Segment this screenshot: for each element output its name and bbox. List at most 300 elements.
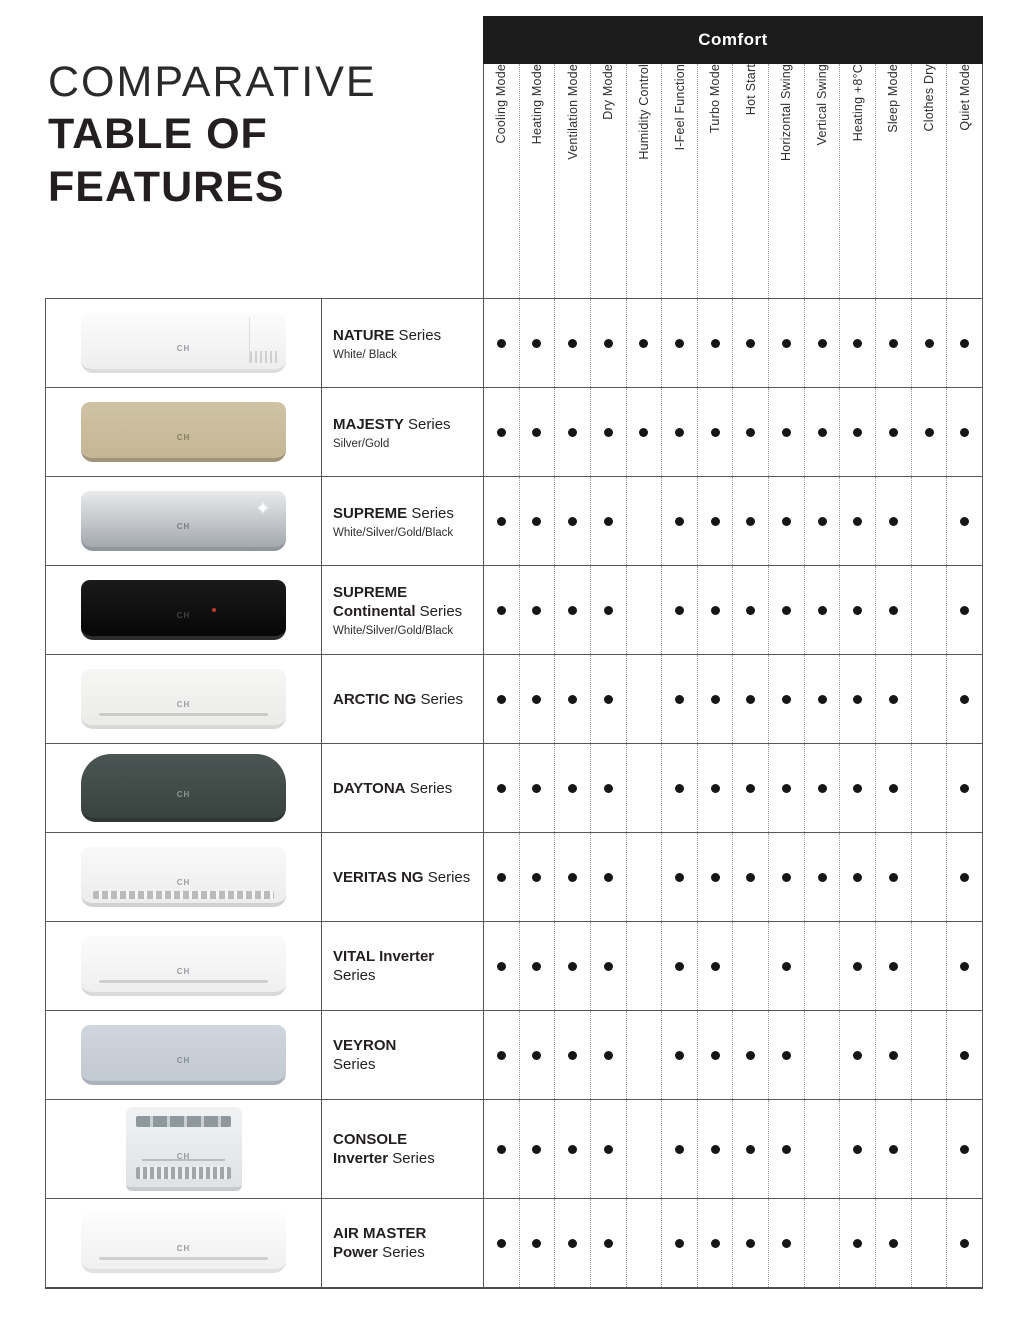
- feature-dot: [568, 695, 577, 704]
- feature-cell-sleep-mode: [875, 655, 911, 743]
- feature-cell-ventilation-mode: [554, 922, 590, 1010]
- brand-logo: CH: [176, 1056, 191, 1066]
- feature-dot: [889, 1145, 898, 1154]
- feature-cells: [483, 922, 983, 1010]
- feature-dot: [532, 428, 541, 437]
- feature-cell-clothes-dry: [911, 1199, 947, 1287]
- table-row-air-master: [46, 1198, 983, 1287]
- feature-cell-i-feel-function: [661, 1199, 697, 1287]
- feature-cell-vertical-swing: [804, 655, 840, 743]
- feature-dot: [782, 517, 791, 526]
- feature-dot: [497, 428, 506, 437]
- feature-dot: [532, 1239, 541, 1248]
- feature-cell-quiet-mode: [946, 922, 982, 1010]
- feature-cell-clothes-dry: [911, 744, 947, 832]
- feature-cell-humidity-control: [626, 1100, 662, 1198]
- feature-cell-cooling-mode: [484, 299, 519, 387]
- product-name-cell: [321, 1011, 483, 1099]
- feature-cell-dry-mode: [590, 566, 626, 654]
- air-vent-slot: [99, 980, 267, 983]
- product-image-cell: [46, 922, 321, 1010]
- feature-dot: [818, 873, 827, 882]
- feature-cell-sleep-mode: [875, 1011, 911, 1099]
- column-header-heating-mode: [519, 64, 555, 298]
- feature-cell-humidity-control: [626, 477, 662, 565]
- feature-dot: [532, 784, 541, 793]
- feature-cell-hot-start: [732, 1100, 768, 1198]
- feature-cell-ventilation-mode: [554, 833, 590, 921]
- feature-dot: [497, 1145, 506, 1154]
- feature-cell-hot-start: [732, 744, 768, 832]
- feature-cell-i-feel-function: [661, 299, 697, 387]
- feature-dot: [497, 695, 506, 704]
- feature-cell-heating-8-c: [839, 744, 875, 832]
- product-image-cell: [46, 1199, 321, 1287]
- brand-logo: CH: [176, 1151, 191, 1161]
- air-conditioner-unit-image: [81, 580, 286, 640]
- feature-dot: [604, 606, 613, 615]
- feature-dot: [889, 873, 898, 882]
- feature-dot: [960, 428, 969, 437]
- air-vent-slot: [99, 713, 267, 716]
- feature-dot: [711, 517, 720, 526]
- feature-dot: [782, 606, 791, 615]
- feature-cell-humidity-control: [626, 1011, 662, 1099]
- air-conditioner-unit-image: [81, 754, 286, 822]
- indicator-dot: [212, 608, 216, 612]
- feature-dot: [818, 606, 827, 615]
- feature-cell-clothes-dry: [911, 477, 947, 565]
- feature-cell-ventilation-mode: [554, 655, 590, 743]
- feature-dot: [568, 1145, 577, 1154]
- air-conditioner-unit-image: [81, 669, 286, 729]
- feature-cell-horizontal-swing: [768, 566, 804, 654]
- feature-cell-hot-start: [732, 566, 768, 654]
- feature-dot: [889, 1051, 898, 1060]
- feature-dot: [925, 339, 934, 348]
- table-row-supreme: [46, 476, 983, 565]
- feature-cells: [483, 388, 983, 476]
- feature-dot: [497, 962, 506, 971]
- feature-cell-humidity-control: [626, 922, 662, 1010]
- feature-cell-turbo-mode: [697, 833, 733, 921]
- product-name-line1: VERITAS NG Series: [333, 868, 471, 886]
- feature-dot: [889, 606, 898, 615]
- product-name-line1: SUPREME Series: [333, 504, 454, 522]
- table-row-arctic-ng: [46, 654, 983, 743]
- feature-cell-sleep-mode: [875, 1199, 911, 1287]
- brand-logo: CH: [176, 611, 191, 621]
- feature-cell-clothes-dry: [911, 566, 947, 654]
- product-color-variants: Silver/Gold: [333, 437, 390, 450]
- feature-dot: [853, 1145, 862, 1154]
- feature-cell-cooling-mode: [484, 1011, 519, 1099]
- product-name-line1: VITAL Inverter: [333, 948, 435, 965]
- feature-dot: [568, 962, 577, 971]
- feature-dot: [960, 695, 969, 704]
- feature-cell-heating-8-c: [839, 1100, 875, 1198]
- air-conditioner-unit-image: [81, 1025, 286, 1085]
- feature-cell-horizontal-swing: [768, 655, 804, 743]
- feature-cell-humidity-control: [626, 1199, 662, 1287]
- comfort-group-header: Comfort: [483, 16, 983, 64]
- air-conditioner-unit-image: [81, 1213, 286, 1273]
- feature-dot: [604, 784, 613, 793]
- feature-cell-cooling-mode: [484, 922, 519, 1010]
- brand-logo: CH: [176, 433, 191, 443]
- feature-cell-hot-start: [732, 655, 768, 743]
- product-name-line1: CONSOLE: [333, 1131, 408, 1148]
- feature-dot: [853, 428, 862, 437]
- column-header-cooling-mode: [484, 64, 519, 298]
- column-header-label: Dry Mode: [601, 64, 616, 120]
- column-header-label: Clothes Dry: [922, 64, 936, 132]
- feature-dot: [853, 339, 862, 348]
- feature-cell-horizontal-swing: [768, 388, 804, 476]
- feature-dot: [960, 1051, 969, 1060]
- feature-dot: [604, 428, 613, 437]
- feature-cell-turbo-mode: [697, 1199, 733, 1287]
- feature-cell-clothes-dry: [911, 833, 947, 921]
- feature-cells: [483, 1011, 983, 1099]
- air-conditioner-unit-image: [126, 1107, 242, 1191]
- feature-cell-hot-start: [732, 1011, 768, 1099]
- feature-dot: [711, 339, 720, 348]
- feature-cell-ventilation-mode: [554, 477, 590, 565]
- feature-dot: [889, 339, 898, 348]
- feature-cell-vertical-swing: [804, 833, 840, 921]
- feature-dot: [675, 517, 684, 526]
- feature-dot: [604, 517, 613, 526]
- feature-cells: [483, 1100, 983, 1198]
- brand-logo: CH: [176, 878, 191, 888]
- product-color-variants: White/ Black: [333, 348, 397, 361]
- feature-dot: [960, 873, 969, 882]
- feature-cells: [483, 299, 983, 387]
- feature-cell-horizontal-swing: [768, 922, 804, 1010]
- column-header-label: Quiet Mode: [957, 64, 972, 131]
- feature-dot: [960, 1239, 969, 1248]
- console-slot: [142, 1159, 226, 1161]
- column-header-horizontal-swing: [768, 64, 804, 298]
- feature-dot: [568, 339, 577, 348]
- feature-cell-heating-8-c: [839, 388, 875, 476]
- feature-dot: [675, 606, 684, 615]
- feature-dot: [782, 873, 791, 882]
- feature-dot: [782, 1051, 791, 1060]
- feature-cell-heating-mode: [519, 477, 555, 565]
- feature-dot: [746, 873, 755, 882]
- feature-cell-heating-8-c: [839, 299, 875, 387]
- feature-dot: [675, 339, 684, 348]
- feature-cell-i-feel-function: [661, 833, 697, 921]
- column-header-vertical-swing: [804, 64, 840, 298]
- feature-cell-ventilation-mode: [554, 744, 590, 832]
- product-image-cell: [46, 744, 321, 832]
- feature-cell-horizontal-swing: [768, 299, 804, 387]
- feature-dot: [889, 784, 898, 793]
- feature-dot: [746, 428, 755, 437]
- feature-dot: [711, 1145, 720, 1154]
- product-name-line2: Power Series: [333, 1244, 425, 1261]
- brand-logo: CH: [176, 1244, 191, 1254]
- feature-dot: [675, 1051, 684, 1060]
- column-header-label: Heating Mode: [529, 64, 544, 145]
- feature-cell-heating-mode: [519, 566, 555, 654]
- product-name-cell: [321, 655, 483, 743]
- feature-cell-dry-mode: [590, 1199, 626, 1287]
- feature-cell-humidity-control: [626, 833, 662, 921]
- feature-dot: [818, 784, 827, 793]
- feature-cell-cooling-mode: [484, 477, 519, 565]
- feature-cell-vertical-swing: [804, 1011, 840, 1099]
- table-body: [45, 298, 983, 1289]
- product-name-cell: [321, 1199, 483, 1287]
- feature-cell-dry-mode: [590, 1011, 626, 1099]
- feature-dot: [853, 606, 862, 615]
- feature-cell-clothes-dry: [911, 922, 947, 1010]
- column-header-label: I-Feel Function: [672, 64, 687, 151]
- feature-cell-turbo-mode: [697, 388, 733, 476]
- feature-dot: [532, 873, 541, 882]
- page-title-line2: TABLE OF: [48, 110, 268, 158]
- feature-dot: [889, 1239, 898, 1248]
- feature-cell-heating-mode: [519, 388, 555, 476]
- column-header-label: Horizontal Swing: [779, 64, 794, 161]
- feature-dot: [746, 1145, 755, 1154]
- feature-dot: [711, 695, 720, 704]
- feature-dot: [818, 428, 827, 437]
- column-header-label: Hot Start: [743, 64, 758, 116]
- feature-dot: [604, 1145, 613, 1154]
- feature-dot: [497, 1051, 506, 1060]
- feature-cell-heating-mode: [519, 1011, 555, 1099]
- feature-cell-i-feel-function: [661, 1100, 697, 1198]
- feature-dot: [782, 339, 791, 348]
- feature-cell-dry-mode: [590, 477, 626, 565]
- feature-cell-heating-8-c: [839, 566, 875, 654]
- feature-cells: [483, 655, 983, 743]
- product-name-line1: AIR MASTER: [333, 1225, 427, 1242]
- side-grille: [250, 351, 280, 363]
- feature-cell-dry-mode: [590, 1100, 626, 1198]
- feature-cell-heating-mode: [519, 744, 555, 832]
- air-conditioner-unit-image: [81, 847, 286, 907]
- brand-logo: CH: [176, 344, 191, 354]
- feature-dot: [568, 606, 577, 615]
- feature-cell-vertical-swing: [804, 477, 840, 565]
- feature-dot: [782, 1145, 791, 1154]
- feature-cell-i-feel-function: [661, 655, 697, 743]
- feature-cell-vertical-swing: [804, 1100, 840, 1198]
- sparkle-icon: ✦: [255, 499, 270, 518]
- feature-dot: [675, 1145, 684, 1154]
- feature-dot: [675, 1239, 684, 1248]
- feature-cell-dry-mode: [590, 655, 626, 743]
- feature-cell-sleep-mode: [875, 1100, 911, 1198]
- feature-cell-i-feel-function: [661, 477, 697, 565]
- feature-dot: [711, 1239, 720, 1248]
- feature-dot: [960, 1145, 969, 1154]
- feature-cell-turbo-mode: [697, 1100, 733, 1198]
- bottom-grille: [93, 891, 273, 899]
- feature-dot: [746, 517, 755, 526]
- feature-cells: [483, 477, 983, 565]
- feature-cells: [483, 1199, 983, 1287]
- product-name-line1: ARCTIC NG Series: [333, 690, 464, 708]
- feature-cell-horizontal-swing: [768, 1011, 804, 1099]
- feature-dot: [711, 962, 720, 971]
- table-row-console: [46, 1099, 983, 1198]
- product-image-cell: [46, 566, 321, 654]
- feature-dot: [960, 517, 969, 526]
- feature-cell-heating-8-c: [839, 1011, 875, 1099]
- feature-cell-turbo-mode: [697, 477, 733, 565]
- feature-dot: [746, 784, 755, 793]
- column-header-label: Heating +8°C: [850, 64, 865, 142]
- feature-cell-dry-mode: [590, 744, 626, 832]
- feature-dot: [853, 695, 862, 704]
- feature-cell-vertical-swing: [804, 744, 840, 832]
- feature-dot: [818, 339, 827, 348]
- feature-cell-heating-8-c: [839, 477, 875, 565]
- product-image-cell: [46, 1100, 321, 1198]
- feature-cell-horizontal-swing: [768, 1100, 804, 1198]
- feature-cells: [483, 566, 983, 654]
- feature-dot: [497, 606, 506, 615]
- feature-dot: [568, 873, 577, 882]
- table-row-vital-inverter: [46, 921, 983, 1010]
- feature-cell-quiet-mode: [946, 1199, 982, 1287]
- feature-dot: [782, 962, 791, 971]
- feature-dot: [960, 784, 969, 793]
- feature-cell-i-feel-function: [661, 566, 697, 654]
- column-headers-row: [45, 64, 983, 298]
- feature-cell-cooling-mode: [484, 566, 519, 654]
- brand-logo: CH: [176, 522, 191, 532]
- air-conditioner-unit-image: [81, 313, 286, 373]
- console-vent: [136, 1116, 231, 1127]
- feature-cell-cooling-mode: [484, 388, 519, 476]
- feature-dot: [782, 695, 791, 704]
- feature-cell-dry-mode: [590, 299, 626, 387]
- feature-dot: [711, 873, 720, 882]
- table-row-majesty: [46, 387, 983, 476]
- feature-dot: [604, 873, 613, 882]
- feature-cell-ventilation-mode: [554, 1100, 590, 1198]
- feature-cell-clothes-dry: [911, 1100, 947, 1198]
- feature-cell-heating-mode: [519, 299, 555, 387]
- product-color-variants: White/Silver/Gold/Black: [333, 526, 454, 539]
- feature-cell-turbo-mode: [697, 566, 733, 654]
- column-headers-spacer: [45, 64, 483, 298]
- table-row-nature: [46, 298, 983, 387]
- product-image-cell: [46, 1011, 321, 1099]
- feature-cell-humidity-control: [626, 744, 662, 832]
- feature-dot: [853, 1051, 862, 1060]
- column-header-sleep-mode: [875, 64, 911, 298]
- air-conditioner-unit-image: [81, 936, 286, 996]
- feature-dot: [497, 784, 506, 793]
- feature-cell-quiet-mode: [946, 388, 982, 476]
- column-header-hot-start: [732, 64, 768, 298]
- feature-dot: [675, 873, 684, 882]
- feature-cell-i-feel-function: [661, 744, 697, 832]
- feature-dot: [532, 695, 541, 704]
- feature-cell-vertical-swing: [804, 1199, 840, 1287]
- product-name-cell: [321, 388, 483, 476]
- feature-dot: [925, 428, 934, 437]
- header-spacer: [45, 16, 483, 64]
- feature-dot: [889, 428, 898, 437]
- feature-cell-vertical-swing: [804, 388, 840, 476]
- column-header-label: Ventilation Mode: [565, 64, 580, 160]
- feature-cell-quiet-mode: [946, 566, 982, 654]
- feature-cell-quiet-mode: [946, 744, 982, 832]
- feature-dot: [497, 517, 506, 526]
- feature-cells: [483, 744, 983, 832]
- feature-dot: [889, 962, 898, 971]
- feature-cell-ventilation-mode: [554, 566, 590, 654]
- feature-dot: [604, 339, 613, 348]
- brand-logo: CH: [176, 789, 191, 799]
- feature-dot: [960, 339, 969, 348]
- feature-cell-humidity-control: [626, 566, 662, 654]
- feature-cell-heating-mode: [519, 922, 555, 1010]
- feature-cell-heating-mode: [519, 1199, 555, 1287]
- feature-dot: [675, 695, 684, 704]
- feature-cell-sleep-mode: [875, 566, 911, 654]
- product-color-variants: White/Silver/Gold/Black: [333, 625, 454, 637]
- feature-cells: [483, 833, 983, 921]
- column-header-humidity-control: [626, 64, 662, 298]
- feature-cell-ventilation-mode: [554, 299, 590, 387]
- product-name-cell: [321, 477, 483, 565]
- column-header-turbo-mode: [697, 64, 733, 298]
- feature-cell-heating-mode: [519, 1100, 555, 1198]
- feature-dot: [746, 339, 755, 348]
- feature-dot: [568, 428, 577, 437]
- feature-dot: [497, 873, 506, 882]
- feature-cell-sleep-mode: [875, 388, 911, 476]
- feature-dot: [604, 1051, 613, 1060]
- feature-cell-clothes-dry: [911, 1011, 947, 1099]
- feature-cell-ventilation-mode: [554, 388, 590, 476]
- product-name-line1: SUPREME: [333, 584, 408, 601]
- column-header-label: Vertical Swing: [815, 64, 830, 146]
- feature-cell-heating-mode: [519, 655, 555, 743]
- feature-dot: [853, 784, 862, 793]
- product-name-line2: Series: [333, 967, 376, 984]
- feature-cell-turbo-mode: [697, 744, 733, 832]
- product-name-line1: VEYRON: [333, 1037, 397, 1054]
- feature-dot: [746, 606, 755, 615]
- feature-dot: [889, 695, 898, 704]
- feature-cell-quiet-mode: [946, 477, 982, 565]
- feature-dot: [960, 962, 969, 971]
- feature-dot: [532, 606, 541, 615]
- feature-dot: [889, 517, 898, 526]
- feature-dot: [675, 428, 684, 437]
- product-name-line2: Continental Series: [333, 603, 463, 620]
- feature-cell-i-feel-function: [661, 388, 697, 476]
- feature-cell-horizontal-swing: [768, 1199, 804, 1287]
- table-row-daytona: [46, 743, 983, 832]
- feature-dot: [746, 1239, 755, 1248]
- feature-cell-humidity-control: [626, 299, 662, 387]
- feature-dot: [960, 606, 969, 615]
- feature-cell-quiet-mode: [946, 655, 982, 743]
